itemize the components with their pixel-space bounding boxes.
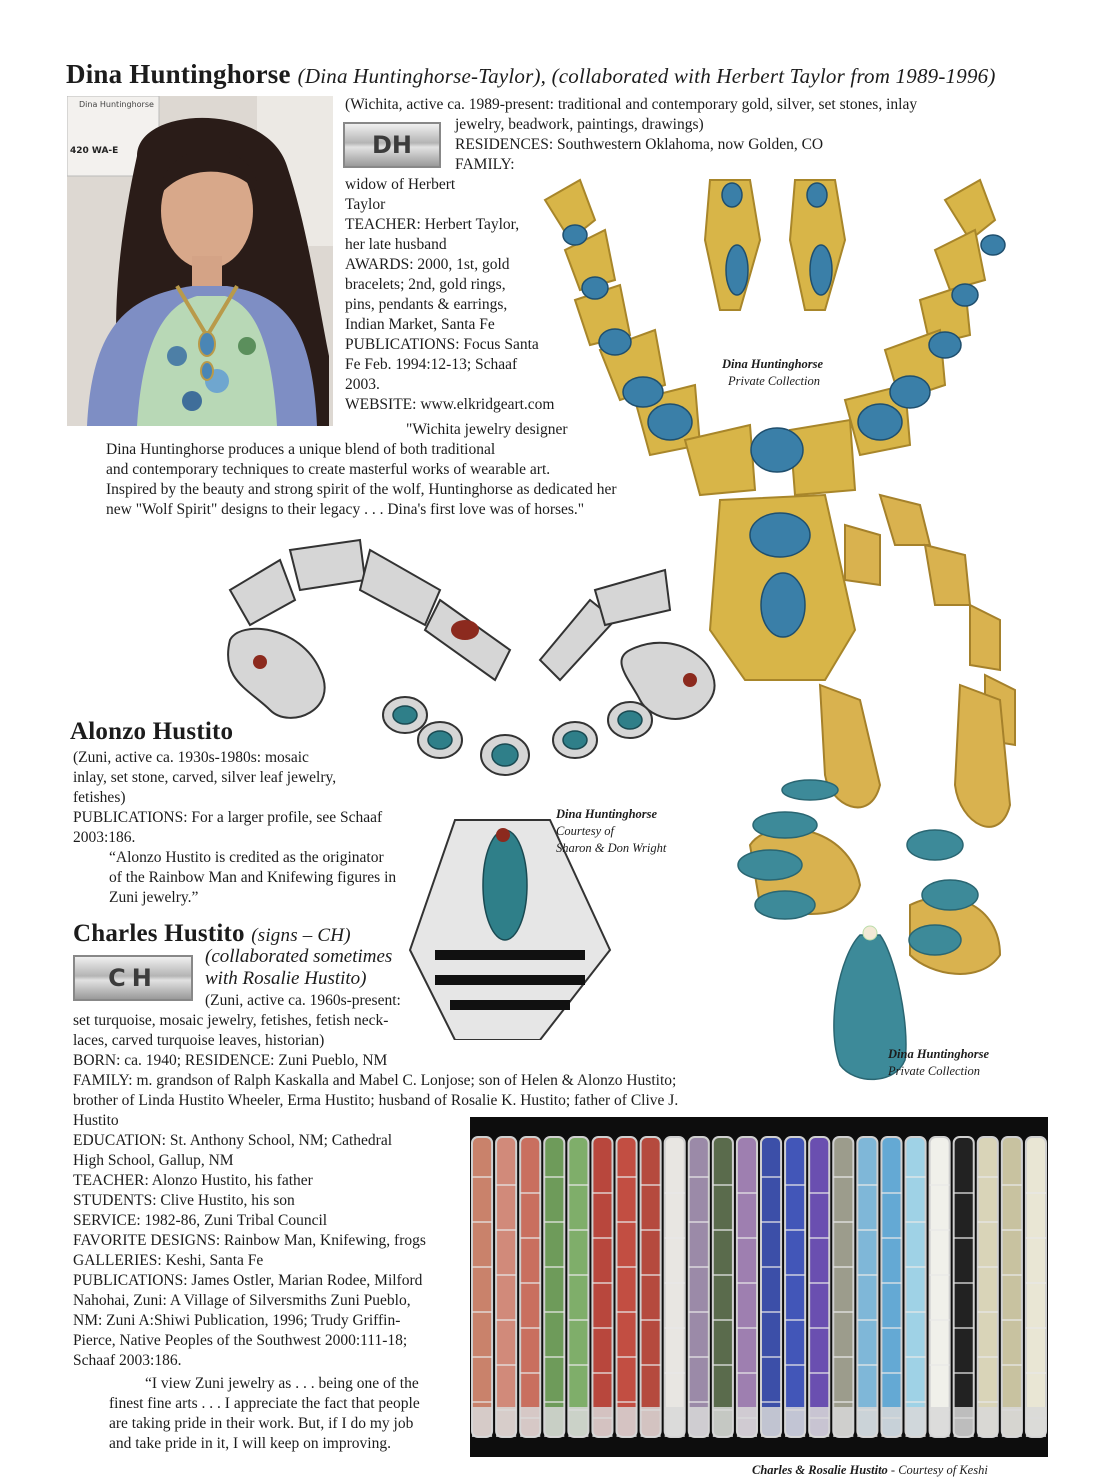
alonzo-info [73, 748, 443, 908]
alonzo-line: fetishes) [73, 789, 126, 806]
dina-line: jewelry, beadwork, paintings, drawings) [455, 116, 704, 133]
charles-line: GALLERIES: Keshi, Santa Fe [73, 1252, 264, 1269]
dina-line: Taylor [345, 196, 386, 213]
bracelet [954, 1137, 974, 1437]
dina-hallmark-text: DH [371, 131, 412, 159]
charles-line: Schaaf 2003:186. [73, 1352, 182, 1369]
caption-gold-necklace [722, 356, 823, 390]
charles-line: EDUCATION: St. Anthony School, NM; Cathedral [73, 1132, 393, 1149]
bracelets-photo [470, 1117, 1048, 1457]
dina-heading [66, 59, 996, 90]
bracelet [930, 1137, 950, 1437]
charles-quote-line: and take pride in it, I will keep on improving. [109, 1435, 391, 1452]
alonzo-heading: Alonzo Hustito [70, 718, 234, 745]
alonzo-quote-line: “Alonzo Hustito is credited as the originator [109, 849, 384, 866]
dina-line: Fe Feb. 1994:12-13; Schaaf [345, 356, 518, 373]
charles-name: Charles Hustito [73, 920, 245, 947]
charles-line: (Zuni, active ca. 1960s-present: [205, 992, 401, 1009]
caption-artist: Charles & Rosalie Hustito [752, 1463, 888, 1477]
charles-collab [205, 946, 392, 990]
dina-line: pins, pendants & earrings, [345, 296, 508, 313]
charles-line: Pierce, Native Peoples of the Southwest 2000:111-18; [73, 1332, 408, 1349]
bracelet [1026, 1137, 1046, 1437]
photo-sign-number: 420 WA-E [70, 146, 119, 156]
caption-artist: Dina Huntinghorse [722, 357, 824, 371]
dina-line: bracelets; 2nd, gold rings, [345, 276, 506, 293]
caption-bracelets [752, 1462, 988, 1479]
dina-info-top [345, 95, 1025, 115]
inlay-bracelets-image [470, 1117, 1048, 1457]
bracelet [472, 1137, 492, 1437]
charles-signs: (signs – CH) [251, 925, 351, 946]
charles-line: set turquoise, mosaic jewelry, fetishes, fetish neck- [73, 1012, 389, 1029]
dina-line: 2003. [345, 376, 380, 393]
bracelet [1002, 1137, 1022, 1437]
charles-line: STUDENTS: Clive Hustito, his son [73, 1192, 295, 1209]
dina-line: widow of Herbert [345, 176, 456, 193]
charles-info-top [205, 991, 465, 1011]
dina-line: Indian Market, Santa Fe [345, 316, 495, 333]
charles-quote-line: “I view Zuni jewelry as . . . being one of the [145, 1375, 419, 1392]
dina-name: Dina Huntinghorse [66, 59, 291, 89]
caption-artist: Dina Huntinghorse [888, 1047, 990, 1061]
bracelet [689, 1137, 709, 1437]
charles-heading [73, 920, 351, 948]
caption-owner: Sharon & Don Wright [556, 841, 667, 855]
charles-line: High School, Gallup, NM [73, 1152, 234, 1169]
alonzo-line: 2003:186. [73, 829, 136, 846]
charles-line: NM: Zuni A:Shiwi Publication, 1996; Trudy Griffin- [73, 1312, 401, 1329]
charles-line: brother of Linda Hustito Wheeler, Erma Hustito; husband of Rosalie K. Hustito; father of Clive J. [73, 1092, 679, 1109]
alonzo-line: PUBLICATIONS: For a larger profile, see Schaaf [73, 809, 383, 826]
alonzo-quote-line: Zuni jewelry.” [109, 889, 199, 906]
bracelet [737, 1137, 757, 1437]
bracelet [857, 1137, 877, 1437]
charles-line: BORN: ca. 1940; RESIDENCE: Zuni Pueblo, NM [73, 1052, 388, 1069]
bracelet [520, 1137, 540, 1437]
charles-line: Nahohai, Zuni: A Village of Silversmiths Zuni Pueblo, [73, 1292, 411, 1309]
dina-hallmark-stamp [343, 122, 441, 168]
photo-sign-name: Dina Huntinghorse [79, 100, 154, 109]
bracelet [785, 1137, 805, 1437]
charles-quote-line: are taking pride in their work. But, if I do my job [109, 1415, 414, 1432]
bracelet [833, 1137, 853, 1437]
bracelet [906, 1137, 926, 1437]
alonzo-line: inlay, set stone, carved, silver leaf jewelry, [73, 769, 337, 786]
caption-seahorse-necklace [888, 1046, 989, 1080]
portrait-photo [67, 96, 333, 426]
dina-line: FAMILY: [455, 156, 515, 173]
charles-quote-line: finest fine arts . . . I appreciate the fact that people [109, 1395, 420, 1412]
dina-line: her late husband [345, 236, 447, 253]
charles-line: PUBLICATIONS: James Ostler, Marian Rodee, Milford [73, 1272, 423, 1289]
bracelet [665, 1137, 685, 1437]
bracelet [592, 1137, 612, 1437]
charles-hallmark-text: CH [108, 964, 158, 992]
dina-quote-line: Inspired by the beauty and strong spirit of the wolf, Huntinghorse as dedicated her [106, 481, 617, 498]
charles-hallmark-stamp [73, 955, 193, 1001]
dina-line: PUBLICATIONS: Focus Santa [345, 336, 539, 353]
dina-line: AWARDS: 2000, 1st, gold [345, 256, 510, 273]
dina-line: TEACHER: Herbert Taylor, [345, 216, 520, 233]
bracelet [881, 1137, 901, 1437]
dina-subtitle: (Dina Huntinghorse-Taylor), (collaborated with Herbert Taylor from 1989-1996) [297, 64, 996, 88]
dina-quote-line: new "Wolf Spirit" designs to their legacy . . . Dina's first love was of horses." [106, 501, 585, 518]
charles-line: FAVORITE DESIGNS: Rainbow Man, Knifewing, frogs [73, 1232, 426, 1249]
bracelet [617, 1137, 637, 1437]
caption-credit: - Courtesy of Keshi [887, 1463, 988, 1477]
bracelet [496, 1137, 516, 1437]
bracelet [544, 1137, 564, 1437]
dina-line: (Wichita, active ca. 1989-present: traditional and contemporary gold, silver, set stones, inlay [345, 96, 918, 113]
caption-credit: Courtesy of [556, 824, 614, 838]
charles-collab-line: (collaborated sometimes [205, 946, 393, 967]
dina-quote-line: "Wichita jewelry designer [406, 421, 568, 438]
charles-line: laces, carved turquoise leaves, historian) [73, 1032, 325, 1049]
dina-quote-line: Dina Huntinghorse produces a unique blend of both traditional [106, 441, 496, 458]
charles-line: Hustito [73, 1112, 119, 1129]
caption-artist: Dina Huntinghorse [556, 807, 658, 821]
bracelet [809, 1137, 829, 1437]
alonzo-quote-line: of the Rainbow Man and Knifewing figures in [109, 869, 397, 886]
dina-quote-line: and contemporary techniques to create masterful works of wearable art. [106, 461, 551, 478]
bracelet [713, 1137, 733, 1437]
caption-silver-necklace [556, 806, 666, 857]
bracelet [978, 1137, 998, 1437]
bracelet [761, 1137, 781, 1437]
caption-credit: Private Collection [728, 374, 820, 388]
alonzo-line: (Zuni, active ca. 1930s-1980s: mosaic [73, 749, 309, 766]
bracelet [568, 1137, 588, 1437]
charles-line: FAMILY: m. grandson of Ralph Kaskalla and Mabel C. Lonjose; son of Helen & Alonzo Hustito; [73, 1072, 677, 1089]
charles-line: SERVICE: 1982-86, Zuni Tribal Council [73, 1212, 328, 1229]
dina-line: RESIDENCES: Southwestern Oklahoma, now Golden, CO [455, 136, 824, 153]
seahorse-necklace-image [730, 485, 1050, 1085]
charles-line: TEACHER: Alonzo Hustito, his father [73, 1172, 313, 1189]
charles-quote [73, 1374, 473, 1454]
bracelet [641, 1137, 661, 1437]
caption-credit: Private Collection [888, 1064, 980, 1078]
charles-collab-line: with Rosalie Hustito) [205, 968, 367, 989]
dina-line: WEBSITE: www.elkridgeart.com [345, 396, 555, 413]
